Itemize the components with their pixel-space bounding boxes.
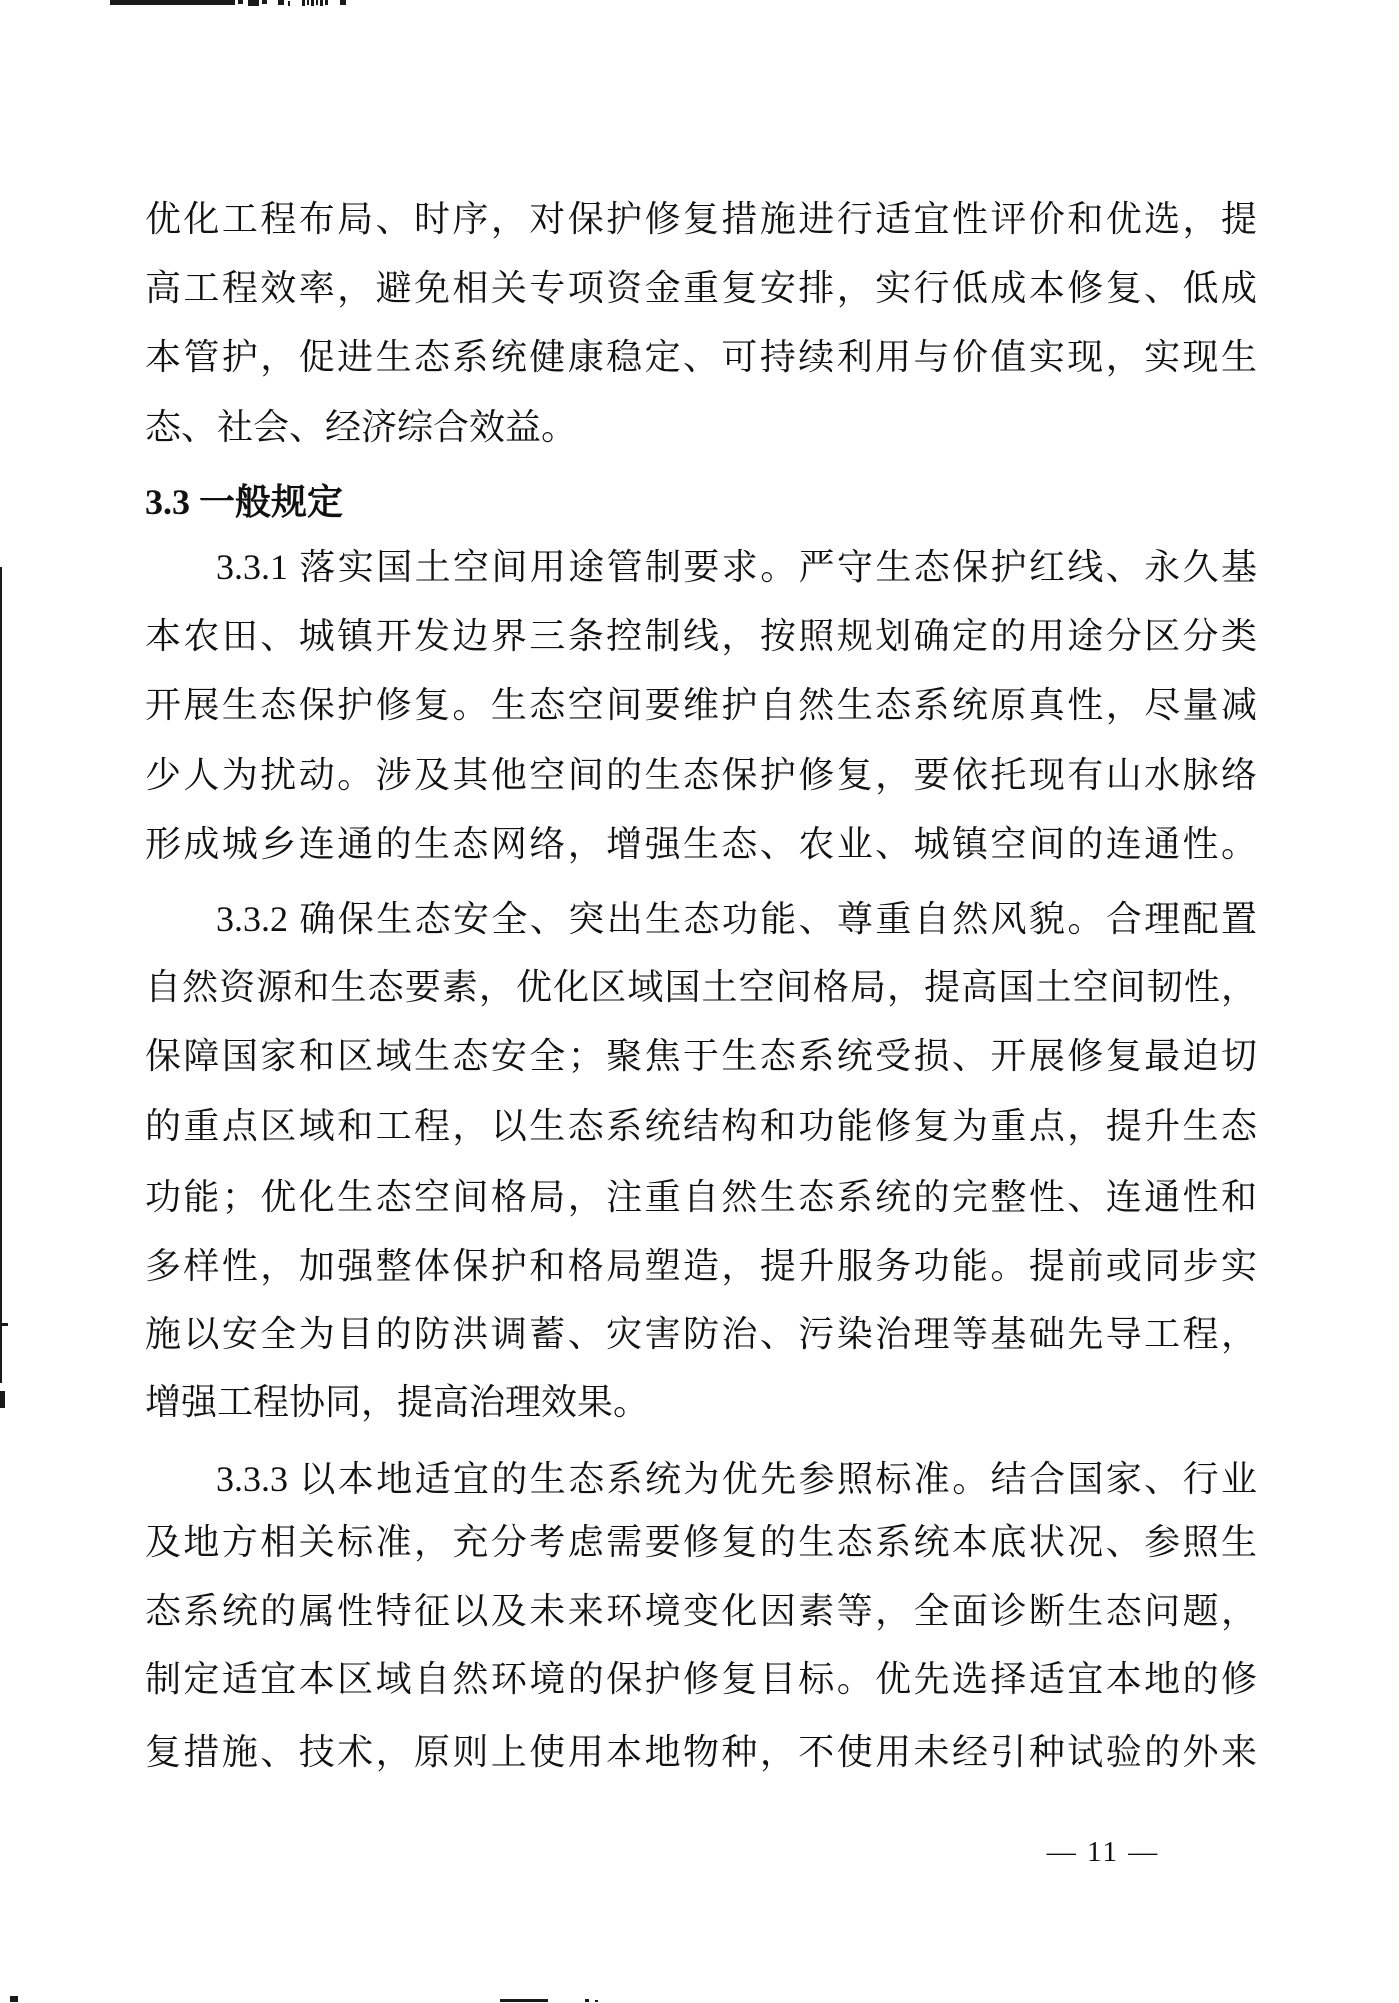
scan-artifact-top-bar <box>110 0 235 5</box>
text-line: 施以安全为目的防洪调蓄、灾害防治、污染治理等基础先导工程， <box>145 1314 1257 1354</box>
scan-artifact-top-mark <box>262 0 267 4</box>
text-line: 本管护，促进生态系统健康稳定、可持续利用与价值实现，实现生 <box>145 337 1257 377</box>
text-line-3-3-1: 3.3.1 落实国土空间用途管制要求。严守生态保护红线、永久基 <box>216 547 1257 587</box>
scan-artifact-top-mark <box>311 0 314 6</box>
text-line: 态系统的属性特征以及未来环境变化因素等，全面诊断生态问题， <box>145 1591 1257 1631</box>
scan-artifact-bottom-dot <box>585 1999 589 2002</box>
page-number: — 11 — <box>1046 1836 1160 1868</box>
text-line: 自然资源和生态要素，优化区域国土空间格局，提高国土空间韧性， <box>145 967 1257 1007</box>
section-heading-3-3: 3.3 一般规定 <box>145 482 344 522</box>
text-line: 增强工程协同，提高治理效果。 <box>145 1382 650 1422</box>
text-line: 的重点区域和工程，以生态系统结构和功能修复为重点，提升生态 <box>145 1106 1257 1146</box>
text-line: 保障国家和区域生态安全；聚焦于生态系统受损、开展修复最迫切 <box>145 1036 1257 1076</box>
text-line: 复措施、技术，原则上使用本地物种，不使用未经引种试验的外来 <box>145 1732 1257 1772</box>
scan-artifact-bottom-line <box>500 1999 548 2002</box>
text-line: 及地方相关标准，充分考虑需要修复的生态系统本底状况、参照生 <box>145 1522 1257 1562</box>
scan-artifact-top-mark <box>288 1 290 6</box>
scan-artifact-left-line <box>0 567 2 1383</box>
scan-artifact-top-mark <box>278 0 284 5</box>
scan-artifact-top-mark <box>316 0 318 5</box>
text-line-3-3-2: 3.3.2 确保生态安全、突出生态功能、尊重自然风貌。合理配置 <box>216 899 1257 939</box>
text-line: 态、社会、经济综合效益。 <box>145 407 578 447</box>
scan-artifact-bottom-dot <box>595 2000 598 2002</box>
text-line: 开展生态保护修复。生态空间要维护自然生态系统原真性，尽量减 <box>145 685 1257 725</box>
text-line: 制定适宜本区域自然环境的保护修复目标。优先选择适宜本地的修 <box>145 1659 1257 1699</box>
scan-artifact-top-mark <box>248 0 259 6</box>
text-line: 多样性，加强整体保护和格局塑造，提升服务功能。提前或同步实 <box>145 1246 1257 1286</box>
text-line: 高工程效率，避免相关专项资金重复安排，实行低成本修复、低成 <box>145 268 1257 308</box>
scan-artifact-top-mark <box>320 0 323 6</box>
scan-artifact-left-tick <box>0 1323 8 1326</box>
scan-artifact-top-mark <box>325 0 328 5</box>
text-line: 少人为扰动。涉及其他空间的生态保护修复，要依托现有山水脉络 <box>145 755 1257 795</box>
scan-artifact-left-block <box>0 1391 5 1408</box>
text-line: 形成城乡连通的生态网络，增强生态、农业、城镇空间的连通性。 <box>145 824 1257 864</box>
scan-artifact-top-mark <box>340 0 346 5</box>
scan-artifact-top-mark <box>307 0 309 5</box>
text-line: 优化工程布局、时序，对保护修复措施进行适宜性评价和优选，提 <box>145 199 1257 239</box>
text-line: 本农田、城镇开发边界三条控制线，按照规划确定的用途分区分类 <box>145 616 1257 656</box>
text-line: 功能；优化生态空间格局，注重自然生态系统的完整性、连通性和 <box>145 1177 1257 1217</box>
text-line-3-3-3: 3.3.3 以本地适宜的生态系统为优先参照标准。结合国家、行业 <box>216 1459 1257 1499</box>
scan-artifact-bottom-mark <box>10 1996 18 2002</box>
scan-artifact-top-mark <box>238 0 243 4</box>
scan-artifact-top-mark <box>302 0 305 6</box>
